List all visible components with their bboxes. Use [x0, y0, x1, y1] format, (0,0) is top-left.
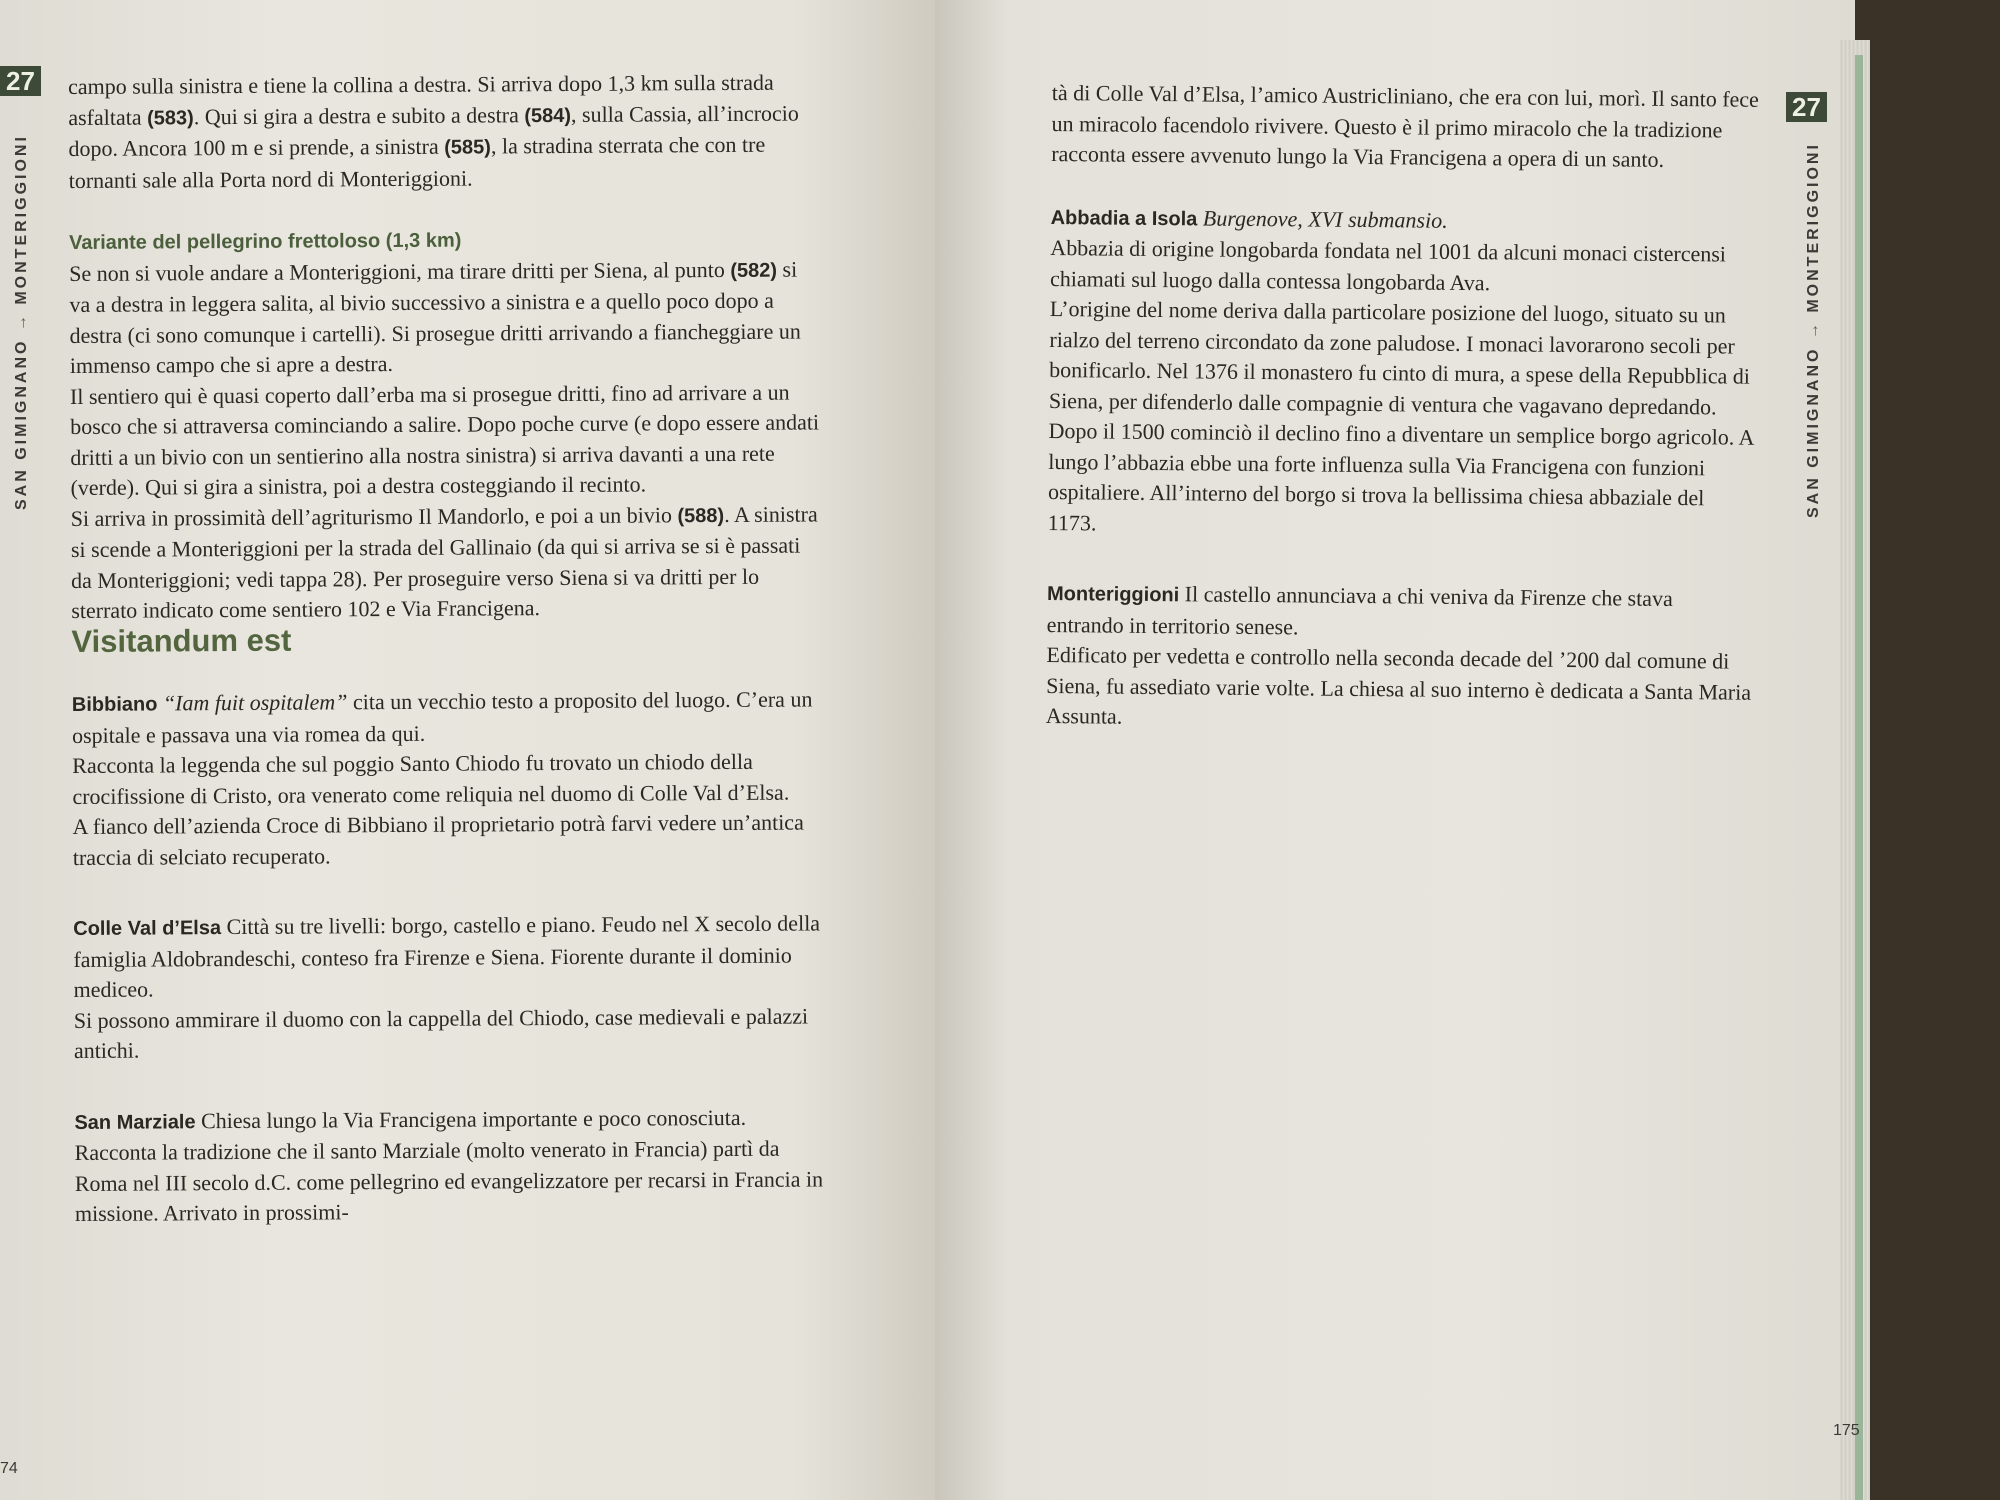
abbadia-heading: Abbadia a Isola Burgenove, XVI submansio. [1050, 204, 1448, 233]
marziale-paragraph-1: San Marziale Chiesa lungo la Via Francigena importante e poco conosciuta. [74, 1104, 747, 1134]
chapter-tab-left: 27 [0, 66, 41, 96]
colle-paragraph-2: Si possono ammirare il duomo con la cappella del Chiodo, case medievali e palazzi antichi. [73, 1002, 809, 1063]
marziale-paragraph-2: Racconta la tradizione che il santo Marziale (molto venerato in Francia) partì da Roma nel III secolo d.C. come pellegrino ed evangelizzatore per recarsi in Francia in missione. Arrivato in prossimi- [74, 1135, 824, 1226]
spacer [69, 191, 821, 228]
variant-paragraph-2: Il sentiero qui è quasi coperto dall’erba ma si prosegue dritti, fino ad arrivare a un bosco che si attraversa cominciando a salire. Dopo poche curve (e dopo essere andati dritti a un bivio con un sentierino alla nostra sinistra) si arriva davanti a una rete (verde). Qui si gira a sinistra, poi a destra costeggiando il recinto. [69, 379, 820, 500]
spacer [73, 868, 825, 913]
variant-title: Variante del pellegrino frettoloso (1,3 km) [68, 229, 462, 254]
arrow-icon: → [1805, 320, 1822, 340]
bibbiano-paragraph-1: Bibbiano “Iam fuit ospitalem” cita un vecchio testo a proposito del luogo. C’era un ospitale e passava una via romea da qui. [71, 686, 813, 748]
intro-paragraph: campo sulla sinistra e tiene la collina a destra. Si arriva dopo 1,3 km sulla strada asfaltata (583). Qui si gira a destra e subito a destra (584), sulla Cassia, all’incrocio dopo. Ancora 100 m e si prende, a sinistra (585), la stradina sterrata che con tre tornanti sale alla Porta nord di Monteriggioni. [68, 69, 799, 193]
left-text-column [68, 67, 827, 1229]
running-head-from: SAN GIMIGNANO [1805, 346, 1822, 518]
colle-paragraph-1: Colle Val d’Elsa Città su tre livelli: borgo, castello e piano. Feudo nel X secolo della famiglia Aldobrandeschi, conteso fra Firenze e Siena. Fiorente durante il dominio mediceo. [73, 910, 821, 1002]
page-number-left: 74 [0, 1460, 18, 1477]
running-head-left [13, 134, 31, 510]
left-page [0, 0, 935, 1500]
variant-paragraph-3: Si arriva in prossimità dell’agriturismo Il Mandorlo, e poi a un bivio (588). A sinistra si scende a Monteriggioni per la strada del Gallinaio (da qui si arriva se si è passati da Monteriggioni; vedi tappa 28). Per proseguire verso Siena si va dritti per lo sterrato indicato come sentiero 102 e Via Francigena. [70, 500, 818, 623]
spacer [1047, 538, 1755, 585]
chapter-tab-right: 27 [1786, 92, 1827, 122]
section-title: Visitandum est [71, 622, 292, 659]
right-text-column [1046, 78, 1760, 738]
page-edge-stripe [1855, 55, 1863, 1500]
monteriggioni-paragraph-2: Edificato per vedetta e controllo nella seconda decade del ’200 dal comune di Siena, fu assediato varie volte. La chiesa al suo interno è dedicata a Santa Maria Assunta. [1045, 641, 1752, 729]
spacer [72, 652, 824, 689]
bibbiano-paragraph-3: A fianco dell’azienda Croce di Bibbiano il proprietario potrà farvi vedere un’antica traccia di selciato recuperato. [72, 809, 804, 870]
running-head-to: MONTERIGGIONI [1805, 142, 1822, 313]
page-number-right: 175 [1833, 1422, 1860, 1439]
arrow-icon: → [13, 312, 30, 332]
monteriggioni-paragraph-1: Monteriggioni Il castello annunciava a chi veniva da Firenze che stava entrando in territorio senese. [1046, 581, 1673, 639]
spacer [74, 1062, 826, 1107]
abbadia-paragraph-2: L’origine del nome deriva dalla particolare posizione del luogo, situato su un rialzo del terreno circondato da zone paludose. I monaci lavorarono secoli per bonificarlo. Nel 1376 il monastero fu cinto di mura, a spese della Repubblica di Siena, per difenderlo dalle compagnie di ventura che vagavano depredando. Dopo il 1500 cominciò il declino fino a diventare un semplice borgo agricolo. A lungo l’abbazia ebbe una forte influenza sulla Via Francigena con funzioni ospitaliere. All’interno del borgo si trova la bellissima chiesa abbaziale del 1173. [1047, 295, 1754, 535]
running-head-right [1805, 142, 1823, 518]
running-head-to: MONTERIGGIONI [13, 134, 30, 305]
abbadia-paragraph-1: Abbazia di origine longobarda fondata nel 1001 da alcuni monaci cistercensi chiamati sul luogo dalla contessa longobarda Ava. [1049, 234, 1727, 295]
running-head-from: SAN GIMIGNANO [13, 338, 30, 510]
bibbiano-paragraph-2: Racconta la leggenda che sul poggio Santo Chiodo fu trovato un chiodo della crocifissione di Cristo, ora venerato come reliquia nel duomo di Colle Val d’Elsa. [72, 748, 790, 809]
variant-paragraph-1: Se non si vuole andare a Monteriggioni, ma tirare dritti per Siena, al punto (582) si va a destra in leggera salita, al bivio successivo a sinistra e a quello poco dopo a destra (ci sono comunque i cartelli). Si prosegue dritti arrivando a fiancheggiare un immenso campo che si apre a destra. [69, 256, 801, 378]
continuation-paragraph: tà di Colle Val d’Elsa, l’amico Austricliniano, che era con lui, morì. Il santo fece un miracolo facendolo rivivere. Questo è il primo miracolo che la tradizione racconta essere avvenuto lungo la Via Francigena a opera di un santo. [1051, 79, 1760, 172]
